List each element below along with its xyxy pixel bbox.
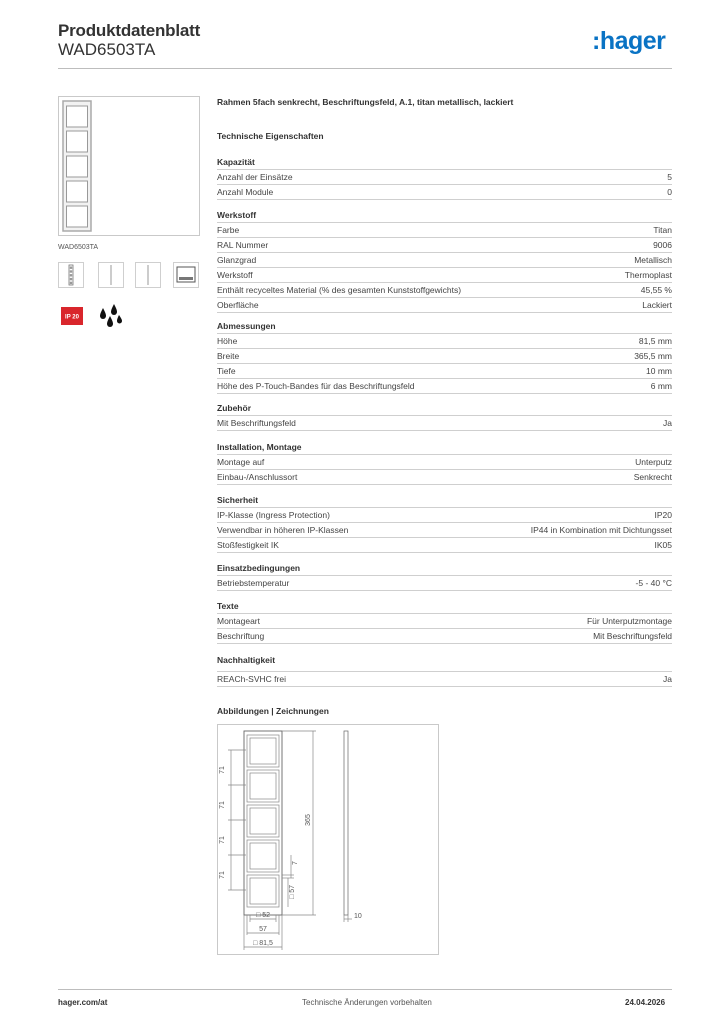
- frame-side-line-icon: [135, 262, 161, 288]
- footer-website: hager.com/at: [58, 998, 108, 1007]
- ip20-badge-icon: [60, 304, 84, 328]
- table-row: [217, 298, 672, 313]
- row-value: IP44 in Kombination mit Dichtungsset: [530, 525, 672, 535]
- table-row: [217, 455, 672, 470]
- table-row: [217, 629, 672, 644]
- table-row: [217, 672, 672, 687]
- inner-57-label: □ 57: [289, 885, 296, 899]
- row-value: Lackiert: [642, 300, 672, 310]
- section-title: Einsatzbedingungen: [217, 562, 672, 576]
- tech-heading: Technische Eigenschaften: [217, 131, 324, 141]
- footer-divider: [58, 989, 672, 990]
- section-werkstoff: [217, 209, 672, 313]
- product-description: Rahmen 5fach senkrecht, Beschriftungsfeld, A.1, titan metallisch, lackiert: [217, 97, 514, 107]
- table-row: [217, 334, 672, 349]
- section-abmessungen: [217, 320, 672, 394]
- table-row: [217, 185, 672, 200]
- water-drops-icon: [96, 302, 124, 330]
- row-value: 81,5 mm: [638, 336, 672, 346]
- row-label: Verwendbar in höheren IP-Klassen: [217, 525, 349, 535]
- row-value: Titan: [653, 225, 672, 235]
- row-value: Thermoplast: [624, 270, 672, 280]
- row-value: IK05: [654, 540, 672, 550]
- product-code: WAD6503TA: [58, 40, 156, 59]
- row-label: IP-Klasse (Ingress Protection): [217, 510, 330, 520]
- depth-label: 10: [354, 913, 362, 920]
- row-label: Höhe: [217, 336, 238, 346]
- row-value: Für Unterputzmontage: [586, 616, 672, 626]
- dim-57-label: 57: [259, 926, 267, 933]
- row-label: Beschriftung: [217, 631, 265, 641]
- table-row: [217, 470, 672, 485]
- table-row: [217, 364, 672, 379]
- header-divider: [58, 68, 672, 69]
- row-value: 365,5 mm: [634, 351, 672, 361]
- pitch-label: 71: [219, 871, 226, 879]
- section-title: Werkstoff: [217, 209, 672, 223]
- row-label: Anzahl Module: [217, 187, 274, 197]
- section-installation: [217, 441, 672, 485]
- row-label: Montageart: [217, 616, 260, 626]
- pitch-label: 71: [219, 766, 226, 774]
- row-value: Mit Beschriftungsfeld: [593, 631, 672, 641]
- section-title: Nachhaltigkeit: [217, 654, 672, 672]
- table-row: [217, 416, 672, 431]
- table-row: [217, 508, 672, 523]
- section-title: Texte: [217, 600, 672, 614]
- row-label: Anzahl der Einsätze: [217, 172, 293, 182]
- table-row: [217, 238, 672, 253]
- section-texte: [217, 600, 672, 644]
- dimension-drawing: [218, 725, 438, 954]
- row-label: Montage auf: [217, 457, 265, 467]
- row-value: Metallisch: [634, 255, 672, 265]
- row-value: 6 mm: [650, 381, 672, 391]
- row-label: REACh-SVHC frei: [217, 674, 286, 684]
- page-title: Produktdatenblatt: [58, 21, 201, 40]
- footer-note: Technische Änderungen vorbehalten: [302, 998, 432, 1007]
- section-title: Kapazität: [217, 156, 672, 170]
- section-kapazitaet: [217, 156, 672, 200]
- section-einsatzbedingungen: [217, 562, 672, 591]
- row-value: 45,55 %: [640, 285, 672, 295]
- table-row: [217, 349, 672, 364]
- section-title: Sicherheit: [217, 494, 672, 508]
- dim-seven-label: 7: [292, 861, 299, 865]
- row-value: Ja: [663, 418, 672, 428]
- frame-side-line-icon: [98, 262, 124, 288]
- label-field-icon: [173, 262, 199, 288]
- frame-image: [59, 97, 199, 235]
- row-value: Unterputz: [635, 457, 672, 467]
- footer-date: 24.04.2026: [625, 998, 666, 1007]
- row-label: Stoßfestigkeit IK: [217, 540, 279, 550]
- row-label: Höhe des P-Touch-Bandes für das Beschriftungsfeld: [217, 381, 415, 391]
- dim-52-label: □ 52: [256, 912, 270, 919]
- row-value: Ja: [663, 674, 672, 684]
- table-row: [217, 253, 672, 268]
- row-label: Farbe: [217, 225, 240, 235]
- row-label: Betriebstemperatur: [217, 578, 290, 588]
- row-value: 0: [667, 187, 672, 197]
- row-label: Werkstoff: [217, 270, 253, 280]
- pitch-label: 71: [219, 836, 226, 844]
- ip20-badge-text: IP 20: [65, 314, 79, 321]
- row-value: IP20: [654, 510, 672, 520]
- table-row: [217, 538, 672, 553]
- section-title: Installation, Montage: [217, 441, 672, 455]
- row-label: Tiefe: [217, 366, 236, 376]
- table-row: [217, 283, 672, 298]
- total-height-label: 365: [305, 814, 312, 826]
- pitch-label: 71: [219, 801, 226, 809]
- technical-drawing: [217, 724, 439, 955]
- table-row: [217, 614, 672, 629]
- frame-5-vertical-icon: [58, 262, 84, 288]
- row-label: RAL Nummer: [217, 240, 269, 250]
- row-label: Enthält recyceltes Material (% des gesamten Kunststoffgewichts): [217, 285, 462, 295]
- product-thumbnail: [58, 96, 200, 236]
- row-label: Glanzgrad: [217, 255, 257, 265]
- row-label: Oberfläche: [217, 300, 259, 310]
- section-sicherheit: [217, 494, 672, 553]
- dim-815-label: □ 81,5: [253, 940, 273, 947]
- row-label: Breite: [217, 351, 240, 361]
- table-row: [217, 379, 672, 394]
- row-value: 10 mm: [646, 366, 672, 376]
- section-title: Zubehör: [217, 402, 672, 416]
- row-value: 5: [667, 172, 672, 182]
- hager-logo: :hager: [592, 27, 666, 55]
- row-label: Einbau-/Anschlussort: [217, 472, 298, 482]
- section-title: Abmessungen: [217, 320, 672, 334]
- section-nachhaltigkeit: [217, 654, 672, 687]
- row-label: Mit Beschriftungsfeld: [217, 418, 296, 428]
- table-row: [217, 523, 672, 538]
- table-row: [217, 170, 672, 185]
- table-row: [217, 223, 672, 238]
- row-value: 9006: [653, 240, 672, 250]
- thumbnail-label: WAD6503TA: [58, 244, 99, 251]
- section-zubehoer: [217, 402, 672, 431]
- table-row: [217, 268, 672, 283]
- row-value: Senkrecht: [633, 472, 672, 482]
- row-value: -5 - 40 °C: [635, 578, 672, 588]
- table-row: [217, 576, 672, 591]
- figure-title: Abbildungen | Zeichnungen: [217, 706, 329, 716]
